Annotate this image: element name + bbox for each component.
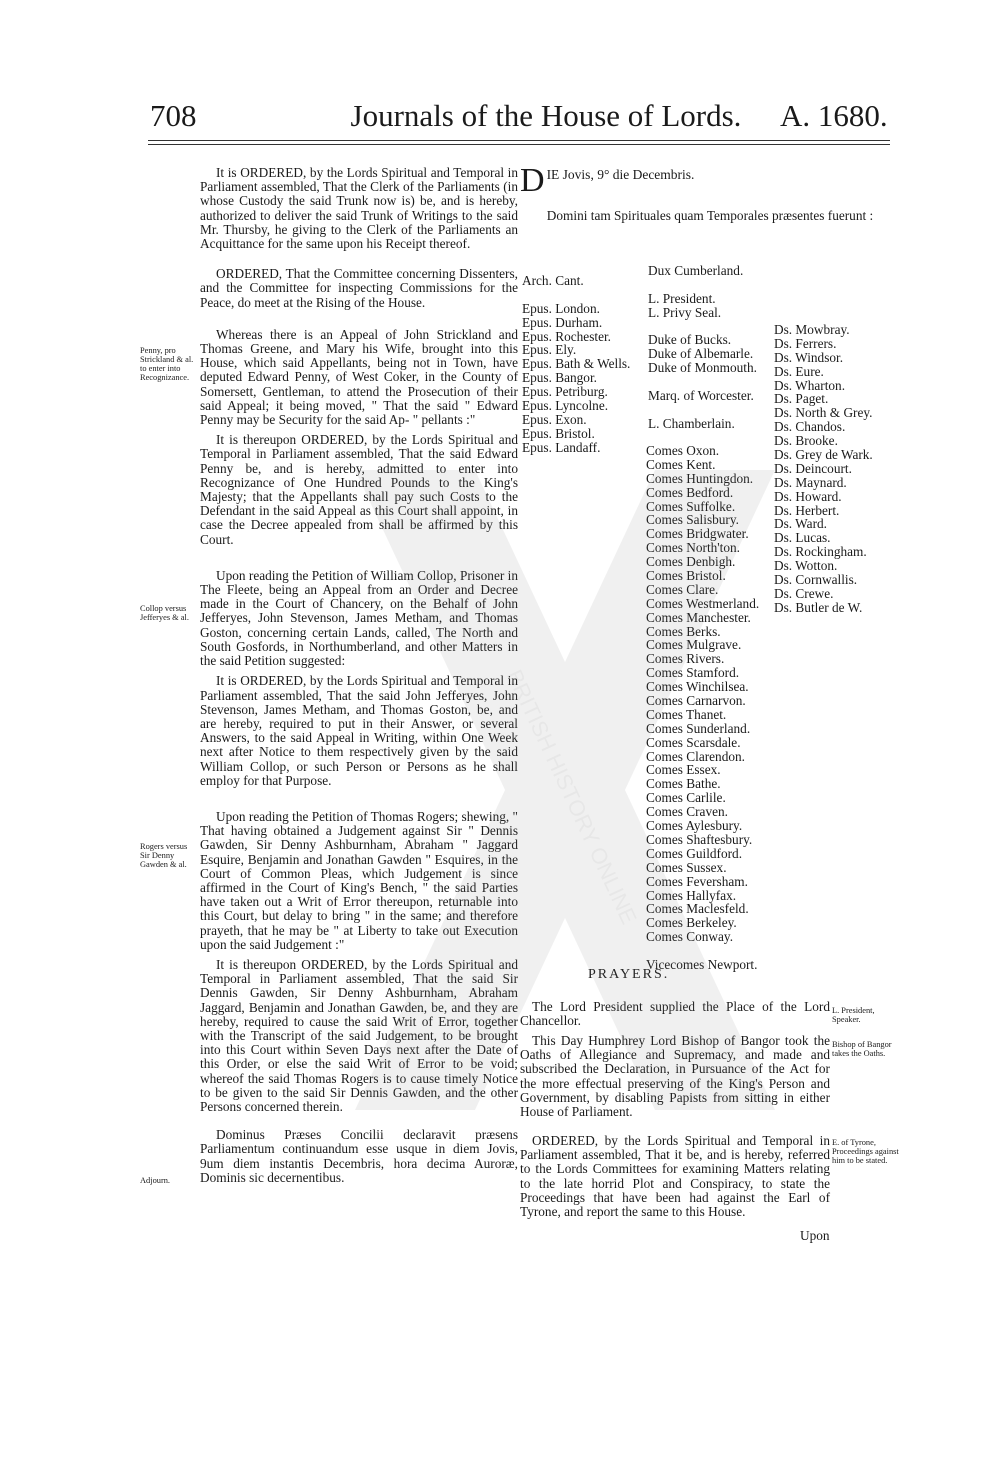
page-number: 708	[150, 98, 197, 133]
margin-note-collop: Collop versus Jefferyes & al.	[140, 604, 189, 622]
baron-entry: Ds. Herbert.	[774, 502, 840, 518]
attendance-heading: Domini tam Spirituales quam Temporales præsentes fuerunt :	[546, 208, 874, 223]
baron-entry: Ds. North & Grey.	[774, 405, 873, 421]
paragraph-strickland-appeal: Whereas there is an Appeal of John Strickland and Thomas Greene, and Mary his Wife, brought into this House, which said Appellants, being not in Town, have deputed Edward Penny, of West Coker, in the County of Somersett, Gentleman, to attend the Prosecution of their said Appeal; it being moved, " That the said " Edward Penny may be Security for the said Ap- " pellants :"	[200, 326, 518, 428]
paragraph-collop-petition: Upon reading the Petition of William Collop, Prisoner in The Fleete, being an Appeal from an Order and Decree made in the Court of Chancery, on the Behalf of John Jefferyes, John Stevenson, James Metham, and Thomas Goston, concerning certain Lands, called, The North and South Gosfords, in Northumberland, and other Matters in the said Petition suggested:	[200, 567, 518, 669]
earl-entry: Comes Clarendon.	[646, 748, 745, 764]
paragraph-jefferyes-order: It is ORDERED, by the Lords Spiritual and Temporal in Parliament assembled, That the said John Jefferyes, John Stevenson, James Metham, and Thomas Goston, be, and are hereby, required to put in their Answer, or several Answers, to the said Appeal in Writing, within One Week next after Notice to them respectively given by the said William Collop, or such Person or Persons as he shall employ for that Purpose.	[200, 673, 518, 788]
header-rule-top	[148, 140, 890, 141]
baron-entry: Ds. Brooke.	[774, 433, 838, 449]
baron-entry: Ds. Howard.	[774, 488, 842, 504]
margin-note-adjourn: Adjourn.	[140, 1176, 171, 1185]
baron-entry: Ds. Windsor.	[774, 349, 844, 365]
paragraph-bangor-oaths: This Day Humphrey Lord Bishop of Bangor took the Oaths of Allegiance and Supremacy, and made and subscribed the Declaration, in Pursuance of the Act for the more effectual preserving of the King's Person and Government, by disabling Papists from sitting in either House of Parliament.	[520, 1033, 830, 1120]
baron-entry: Ds. Cornwallis.	[774, 572, 858, 588]
page-title: Journals of the House of Lords.	[350, 98, 742, 133]
paragraph-adjournment: Dominus Præses Concilii declaravit præsens Parliamentum continuandum esse usque in diem Jovis, 9um diem instantis Decembris, hora decima Auroræ, Dominis sic decernentibus.	[200, 1127, 518, 1185]
earl-entry: Comes Winchilsea.	[646, 679, 749, 695]
day-heading	[520, 162, 900, 199]
baron-entry: Ds. Ferrers.	[774, 335, 837, 351]
earl-entry: Comes Carnarvon.	[646, 693, 746, 709]
left-column	[200, 166, 518, 1185]
bishop-entry: Epus. Ely.	[522, 342, 577, 358]
baron-entry: Ds. Ward.	[774, 516, 827, 532]
officer-entry: Dux Cumberland.	[648, 263, 744, 278]
earl-entry: Comes Rivers.	[646, 651, 725, 667]
earl-entry: Comes Suffolke.	[646, 498, 736, 514]
paragraph-gawden-order: It is thereupon ORDERED, by the Lords Spiritual and Temporal in Parliament assembled, That the said Sir Dennis Gawden, Sir Denny Ashburnham, Abraham Jaggard, Benjamin and Jonathan Gawden, be, and they are hereby, required to cause the said Writ of Error, together with the Transcript of the said Judgement, to be brought into this Court within Seven Days next after the Date of this Order, or else the said Writ of Error to be void; whereof the said Thomas Rogers is to cause timely Notice to be given to the said Sir Dennis Gawden, and the other Persons concerned therein.	[200, 956, 518, 1114]
baron-entry: Ds. Chandos.	[774, 419, 846, 435]
earl-entry: Comes Conway.	[646, 929, 734, 945]
officer-entry: Duke of Albemarle.	[648, 346, 754, 362]
bishop-entry: Epus. Durham.	[522, 314, 603, 330]
bishop-entry: Epus. Bangor.	[522, 370, 597, 386]
earl-entry: Comes Bedford.	[646, 484, 734, 500]
paragraph-president-speaker: The Lord President supplied the Place of the Lord Chancellor.	[520, 999, 830, 1029]
earl-entry: Comes Carlile.	[646, 790, 726, 806]
officer-entry	[648, 375, 757, 389]
earl-entry: Comes Huntingdon.	[646, 470, 754, 486]
baron-entry: Ds. Wotton.	[774, 558, 838, 574]
baron-entry: Ds. Eure.	[774, 363, 824, 379]
watermark-text: BRITISH HISTORY ONLINE	[501, 665, 642, 928]
earl-entry: Comes Bathe.	[646, 776, 721, 792]
earl-entry: Comes Clare.	[646, 581, 719, 597]
earl-entry: Comes Kent.	[646, 456, 716, 472]
officer-entry: L. Privy Seal.	[648, 304, 722, 320]
bishop-entry: Epus. Rochester.	[522, 328, 612, 344]
side-note-tyrone: E. of Tyrone, Proceedings against him to be stated.	[832, 1138, 899, 1165]
bishop-entry	[522, 288, 630, 302]
earl-entry: Vicecomes Newport.	[646, 956, 758, 972]
margin-note-penny: Penny, pro Strickland & al. to enter into Recognizance.	[140, 346, 194, 382]
officer-entry: L. Chamberlain.	[648, 415, 735, 431]
baron-entry: Ds. Maynard.	[774, 474, 847, 490]
bishop-entry: Epus. Bath & Wells.	[522, 356, 631, 372]
bishop-entry: Arch. Cant.	[522, 273, 584, 288]
catchword: Upon	[800, 1228, 830, 1243]
earls-list	[646, 444, 759, 972]
earl-entry: Comes Oxon.	[646, 443, 720, 458]
baron-entry: Ds. Crewe.	[774, 585, 834, 601]
officer-entry: Duke of Bucks.	[648, 332, 732, 348]
year-heading: A. 1680.	[780, 98, 888, 133]
baron-entry: Ds. Butler de W.	[774, 599, 863, 615]
margin-note-rogers: Rogers versus Sir Denny Gawden & al.	[140, 842, 188, 869]
earl-entry: Comes Manchester.	[646, 609, 751, 625]
officer-entry: Duke of Monmouth.	[648, 360, 757, 376]
officers-list	[648, 264, 757, 445]
officer-entry	[648, 320, 757, 334]
baron-entry: Ds. Lucas.	[774, 530, 831, 546]
earl-entry: Comes Stamford.	[646, 665, 740, 681]
earl-entry: Comes Scarsdale.	[646, 734, 741, 750]
side-note-speaker: L. President, Speaker.	[832, 1006, 875, 1024]
paragraph-tyrone-order: ORDERED, by the Lords Spiritual and Temporal in Parliament assembled, That it be, and is hereby, referred to the Lords Committees for examining Matters relating to the late horrid Plot and Conspiracy, to state the Proceedings that have been had against the Earl of Tyrone, and report the same to this House.	[520, 1133, 830, 1220]
bishop-entry: Epus. Lyncolne.	[522, 398, 609, 414]
right-column	[520, 162, 900, 223]
earl-entry	[646, 944, 759, 958]
officer-entry: Marq. of Worcester.	[648, 388, 754, 404]
officer-entry	[648, 278, 757, 292]
earl-entry: Comes Essex.	[646, 762, 721, 778]
earl-entry: Comes Bristol.	[646, 568, 726, 584]
header-rule-bottom	[148, 144, 890, 145]
baron-entry: Ds. Mowbray.	[774, 322, 850, 337]
bishop-entry: Epus. Landaff.	[522, 439, 601, 455]
side-note-bangor: Bishop of Bangor takes the Oaths.	[832, 1040, 892, 1058]
earl-entry: Comes Denbigh.	[646, 554, 736, 570]
earl-entry: Comes Berkeley.	[646, 915, 737, 931]
bishop-entry: Epus. Bristol.	[522, 425, 595, 441]
earl-entry: Comes Feversham.	[646, 873, 748, 889]
earl-entry: Comes Aylesbury.	[646, 818, 743, 834]
earl-entry: Comes Sussex.	[646, 859, 727, 875]
barons-list	[774, 323, 873, 615]
earl-entry: Comes Sunderland.	[646, 720, 751, 736]
bishop-entry: Epus. London.	[522, 300, 600, 316]
bishop-entry: Epus. Petriburg.	[522, 384, 608, 400]
earl-entry: Comes Salisbury.	[646, 512, 739, 528]
paragraph-committee-order: ORDERED, That the Committee concerning Dissenters, and the Committee for inspecting Commissions for the Peace, do meet at the Rising of the House.	[200, 266, 518, 310]
earl-entry: Comes Hallyfax.	[646, 887, 737, 903]
earl-entry: Comes Shaftesbury.	[646, 831, 753, 847]
bishops-list	[522, 274, 630, 455]
paragraph-trunk-order: It is ORDERED, by the Lords Spiritual and Temporal in Parliament assembled, That the Clerk of the Parliaments (in whose Custody the said Trunk now is) be, and is hereby, authorized to deliver the said Trunk of Writings to the said Mr. Thursby, he giving to the Clerk of the Parliaments an Acquittance for the same upon his Receipt thereof.	[200, 165, 518, 252]
earl-entry: Comes Westmerland.	[646, 595, 760, 611]
earl-entry: Comes Guildford.	[646, 845, 743, 861]
baron-entry: Ds. Paget.	[774, 391, 829, 407]
earl-entry: Comes Bridgwater.	[646, 526, 749, 542]
drop-capital: D	[520, 162, 545, 199]
baron-entry: Ds. Deincourt.	[774, 460, 852, 476]
prayers-heading: PRAYERS.	[588, 967, 670, 982]
baron-entry: Ds. Rockingham.	[774, 544, 867, 560]
officer-entry: L. President.	[648, 290, 716, 306]
baron-entry: Ds. Grey de Wark.	[774, 447, 873, 463]
earl-entry: Comes North'ton.	[646, 540, 740, 556]
bishop-entry: Epus. Exon.	[522, 411, 587, 427]
paragraph-penny-order: It is thereupon ORDERED, by the Lords Spiritual and Temporal in Parliament assembled, That the said Edward Penny be, and is hereby, admitted to enter into Recognizance of One Hundred Pounds to the King's Majesty; that the Appellants shall pay such Costs to the Defendant in the said Appeal as this Court shall appoint, in case the Decree appealed from shall be affirmed by this Court.	[200, 432, 518, 547]
paragraph-rogers-petition: Upon reading the Petition of Thomas Rogers; shewing, " That having obtained a Judgement against Sir " Dennis Gawden, Sir Denny Ashburnham, Abraham " Jaggard Esquire, Benjamin and Jonathan Gawden " Esquires, in the Court of Common Pleas, which Judgement is since affirmed in the Court of King's Bench, " the said Parties have taken out a Writ of Error thereupon, returnable into this Court, but delay to bring " in the same; and therefore prayeth, that he may be " at Liberty to take out Execution upon the said Judgement :"	[200, 808, 518, 952]
earl-entry: Comes Berks.	[646, 623, 721, 639]
earl-entry: Comes Craven.	[646, 804, 728, 820]
day-heading-text: IE Jovis, 9° die Decembris.	[546, 167, 695, 182]
earl-entry: Comes Thanet.	[646, 706, 727, 722]
officer-entry	[648, 403, 757, 417]
baron-entry: Ds. Wharton.	[774, 377, 846, 393]
earl-entry: Comes Mulgrave.	[646, 637, 742, 653]
earl-entry: Comes Maclesfeld.	[646, 901, 749, 917]
